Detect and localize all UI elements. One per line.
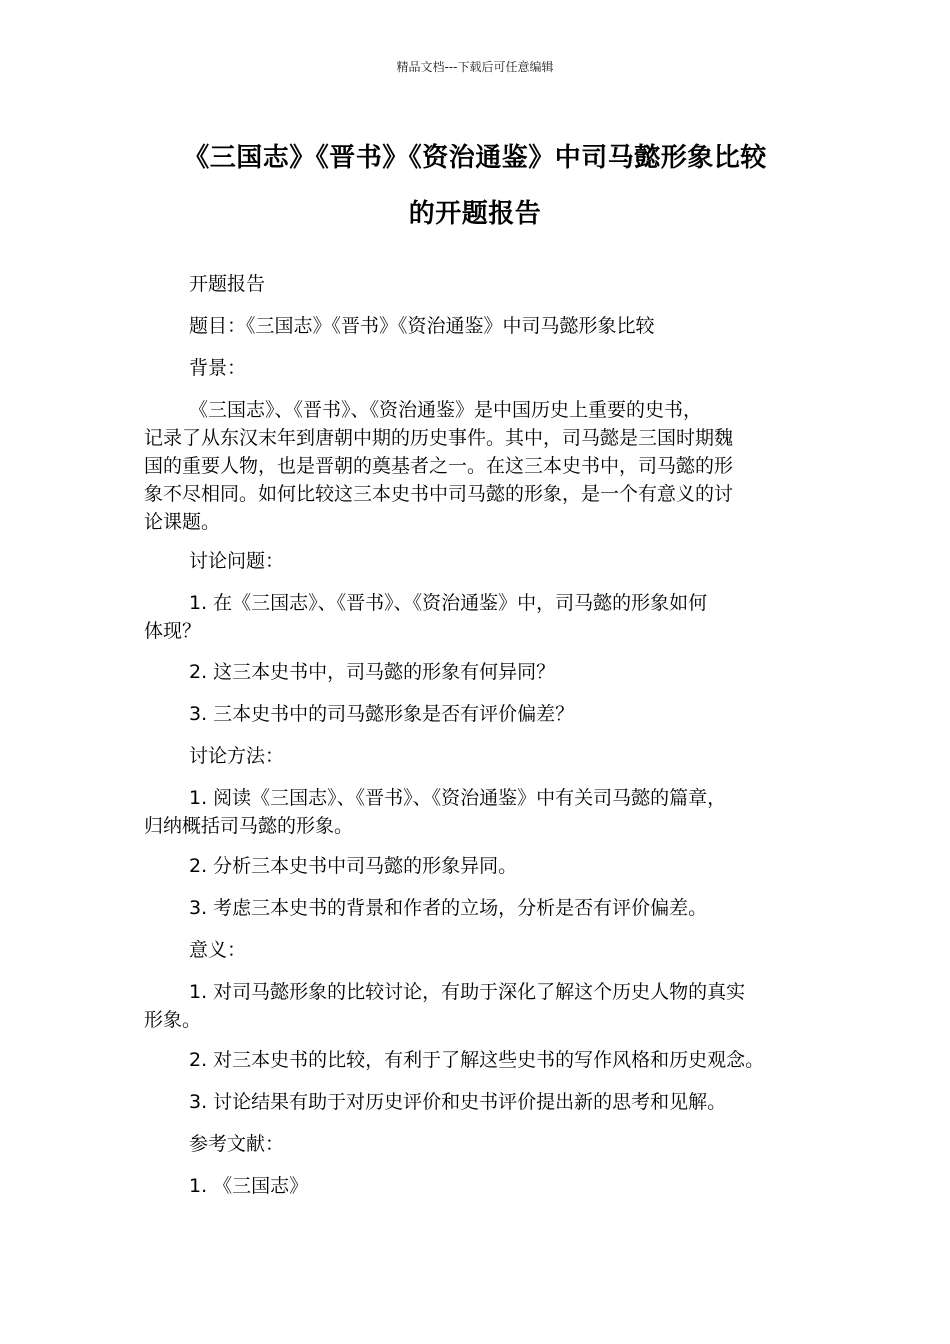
background-line: 论课题。 bbox=[144, 511, 221, 533]
background-line: 国的重要人物，也是晋朝的奠基者之一。在这三本史书中，司马懿的形 bbox=[144, 455, 734, 477]
significance-3: 3. 讨论结果有助于对历史评价和史书评价提出新的思考和见解。 bbox=[189, 1091, 727, 1113]
method-1-line: 1. 阅读《三国志》、《晋书》、《资治通鉴》中有关司马懿的篇章， bbox=[189, 787, 727, 809]
topic-line: 题目：《三国志》《晋书》《资治通鉴》中司马懿形象比较 bbox=[189, 315, 655, 337]
questions-label: 讨论问题： bbox=[189, 550, 285, 572]
header-note: 精品文档---下载后可任意编辑 bbox=[396, 60, 554, 74]
method-1-line: 归纳概括司马懿的形象。 bbox=[144, 815, 354, 837]
background-paragraph bbox=[144, 396, 824, 536]
significance-1-line: 形象。 bbox=[144, 1009, 202, 1031]
method-2: 2. 分析三本史书中司马懿的形象异同。 bbox=[189, 855, 518, 877]
significance-1-line: 1. 对司马懿形象的比较讨论，有助于深化了解这个历史人物的真实 bbox=[189, 981, 746, 1003]
significance-2: 2. 对三本史书的比较，有利于了解这些史书的写作风格和历史观念。 bbox=[189, 1049, 765, 1071]
question-3: 3. 三本史书中的司马懿形象是否有评价偏差？ bbox=[189, 703, 575, 725]
significance-1 bbox=[144, 978, 824, 1034]
question-2: 2. 这三本史书中，司马懿的形象有何异同？ bbox=[189, 661, 556, 683]
title-line-1: 《三国志》《晋书》《资治通鉴》中司马懿形象比较 bbox=[183, 143, 767, 173]
question-1-line: 体现？ bbox=[144, 620, 202, 642]
background-label: 背景： bbox=[189, 357, 247, 379]
method-1 bbox=[144, 784, 824, 840]
title-line-2: 的开题报告 bbox=[408, 199, 542, 229]
methods-label: 讨论方法： bbox=[189, 745, 285, 767]
section-label: 开题报告 bbox=[189, 273, 266, 295]
background-line: 《三国志》、《晋书》、《资治通鉴》是中国历史上重要的史书， bbox=[189, 399, 703, 421]
question-1 bbox=[144, 589, 824, 645]
document-title bbox=[100, 130, 850, 242]
background-line: 象不尽相同。如何比较这三本史书中司马懿的形象，是一个有意义的讨 bbox=[144, 483, 734, 505]
method-3: 3. 考虑三本史书的背景和作者的立场，分析是否有评价偏差。 bbox=[189, 897, 708, 919]
references-label: 参考文献： bbox=[189, 1133, 285, 1155]
significance-label: 意义： bbox=[189, 939, 247, 961]
question-1-line: 1. 在《三国志》、《晋书》、《资治通鉴》中，司马懿的形象如何 bbox=[189, 592, 708, 614]
background-line: 记录了从东汉末年到唐朝中期的历史事件。其中，司马懿是三国时期魏 bbox=[144, 427, 734, 449]
reference-1: 1. 《三国志》 bbox=[189, 1175, 309, 1197]
